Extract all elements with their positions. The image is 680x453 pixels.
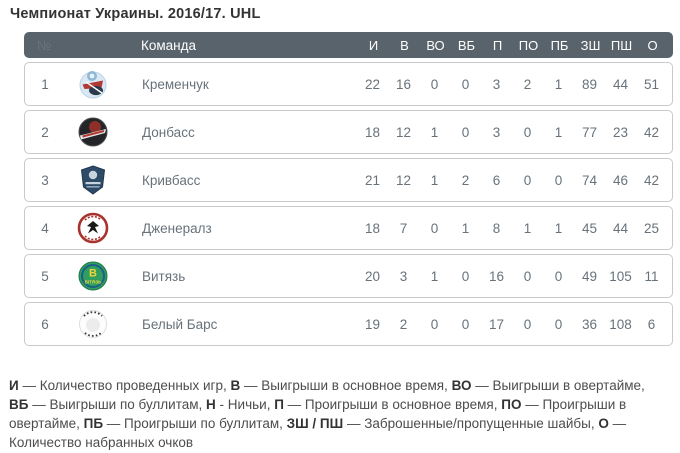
svg-text:ВІТЯЗЬ: ВІТЯЗЬ <box>84 279 102 285</box>
header-col-rank: № <box>36 37 52 53</box>
stat-value-И: 18 <box>364 124 381 140</box>
legend-abbr: И <box>9 378 19 393</box>
stat-value-ПО: 1 <box>523 220 532 236</box>
stat-value-В: 12 <box>395 124 412 140</box>
stat-value-ПО: 2 <box>523 76 532 92</box>
header-col-stat-7: ЗШ <box>580 37 601 53</box>
legend-abbr: ПО <box>501 397 522 412</box>
legend-abbr: ЗШ / ПШ <box>286 416 344 431</box>
stat-value-ПБ: 0 <box>554 268 563 284</box>
page-title: Чемпионат Украины. 2016/17. UHL <box>10 6 261 22</box>
stat-value-ПБ: 0 <box>554 316 563 332</box>
stat-value-В: 7 <box>399 220 408 236</box>
stat-value-ПБ: 1 <box>554 220 563 236</box>
legend-text: — Выигрыши в основное время, <box>240 378 452 393</box>
legend-text: - Ничьи, <box>215 397 275 412</box>
stat-value-И: 20 <box>364 268 381 284</box>
stat-value-ПБ: 1 <box>554 76 563 92</box>
team-name: Донбасс <box>142 124 195 140</box>
table-row[interactable] <box>24 206 673 250</box>
standings-table <box>24 32 673 346</box>
stat-value-П: 17 <box>488 316 505 332</box>
header-col-team: Команда <box>141 37 197 53</box>
team-logo-icon <box>65 115 121 149</box>
legend-text: — Проигрыши по буллитам, <box>103 416 287 431</box>
stat-value-ВБ: 0 <box>461 316 470 332</box>
stat-value-И: 18 <box>364 220 381 236</box>
header-col-stat-0: И <box>368 37 379 53</box>
legend-abbr: ВО <box>451 378 472 393</box>
legend-text: — Проигрыши в основное время, <box>283 397 502 412</box>
stat-value-И: 22 <box>364 76 381 92</box>
team-name: Дженералз <box>142 220 212 236</box>
stat-value-О: 11 <box>644 268 659 284</box>
row-rank: 3 <box>41 172 49 188</box>
stat-value-ВО: 0 <box>430 316 439 332</box>
table-row[interactable] <box>24 62 673 106</box>
stat-value-ПО: 0 <box>523 316 532 332</box>
stat-value-ПШ: 23 <box>612 124 629 140</box>
stat-value-ЗШ: 49 <box>581 268 598 284</box>
header-col-stat-2: ВО <box>426 37 445 53</box>
legend-text: — Проигрыши в овертайме, <box>9 397 627 431</box>
stat-value-В: 3 <box>399 268 408 284</box>
legend-abbr: В <box>230 378 241 393</box>
stat-value-П: 3 <box>492 76 501 92</box>
team-name: Белый Барс <box>142 316 218 332</box>
stat-value-О: 42 <box>643 124 660 140</box>
legend-text: — Выигрыши в овертайме, <box>471 378 645 393</box>
stat-value-ВО: 0 <box>430 220 439 236</box>
stat-value-ПБ: 1 <box>554 124 563 140</box>
stat-value-П: 8 <box>492 220 501 236</box>
legend-text: — Заброшенные/пропущенные шайбы, <box>343 416 599 431</box>
team-logo-icon <box>65 163 121 197</box>
legend-abbr: О <box>598 416 609 431</box>
team-logo-icon <box>65 67 121 101</box>
table-row[interactable] <box>24 110 673 154</box>
stat-value-ВБ: 0 <box>461 268 470 284</box>
team-logo-icon <box>65 307 121 341</box>
stat-value-ВО: 0 <box>430 76 439 92</box>
legend-text: — Количество проведенных игр, <box>18 378 231 393</box>
row-rank: 4 <box>41 220 49 236</box>
stat-value-И: 19 <box>364 316 381 332</box>
stat-value-О: 51 <box>643 76 660 92</box>
legend-text: — Выигрыши по буллитам, <box>28 397 207 412</box>
legend-abbr: Н <box>206 397 216 412</box>
stat-value-О: 42 <box>643 172 660 188</box>
stat-value-ВО: 1 <box>430 124 439 140</box>
table-header-row <box>24 32 673 58</box>
stat-value-ВБ: 2 <box>461 172 470 188</box>
team-name: Витязь <box>142 268 186 284</box>
row-rank: 2 <box>41 124 49 140</box>
legend-abbr: ВБ <box>9 397 29 412</box>
stat-value-ВБ: 0 <box>461 76 470 92</box>
legend-text: — Количество набранных очков <box>9 416 627 450</box>
row-rank: 5 <box>41 268 49 284</box>
stat-value-ЗШ: 74 <box>581 172 598 188</box>
stat-value-П: 3 <box>492 124 501 140</box>
row-rank: 1 <box>41 76 49 92</box>
row-rank: 6 <box>41 316 49 332</box>
stat-value-В: 16 <box>395 76 412 92</box>
header-col-stat-6: ПБ <box>550 37 569 53</box>
stat-value-И: 21 <box>364 172 381 188</box>
stat-value-О: 6 <box>647 316 656 332</box>
table-row[interactable] <box>24 302 673 346</box>
stat-value-ВО: 1 <box>430 172 439 188</box>
stat-value-ПШ: 108 <box>609 316 632 332</box>
team-logo-icon <box>65 259 121 293</box>
stat-value-В: 12 <box>395 172 412 188</box>
header-col-stat-1: В <box>400 37 409 53</box>
header-col-stat-9: О <box>647 37 658 53</box>
stat-value-ПШ: 46 <box>612 172 629 188</box>
stat-value-О: 25 <box>643 220 660 236</box>
stat-value-ПШ: 105 <box>609 268 632 284</box>
stat-value-ВБ: 1 <box>461 220 470 236</box>
stat-value-ЗШ: 36 <box>581 316 598 332</box>
table-row[interactable] <box>24 158 673 202</box>
legend-abbr: П <box>274 397 284 412</box>
stat-value-ВО: 1 <box>430 268 439 284</box>
header-col-stat-8: ПШ <box>610 37 633 53</box>
stat-value-ПШ: 44 <box>612 220 629 236</box>
header-col-stat-4: П <box>492 37 503 53</box>
legend-abbr: ПБ <box>83 416 104 431</box>
stat-value-ВБ: 0 <box>461 124 470 140</box>
team-logo-icon <box>65 211 121 245</box>
stat-value-ПБ: 0 <box>554 172 563 188</box>
table-row[interactable] <box>24 254 673 298</box>
stat-value-ПО: 0 <box>523 124 532 140</box>
svg-text:В: В <box>89 267 97 280</box>
stat-value-П: 16 <box>488 268 505 284</box>
team-name: Кременчук <box>142 76 209 92</box>
stat-value-В: 2 <box>399 316 408 332</box>
stat-value-ЗШ: 45 <box>581 220 598 236</box>
legend <box>9 376 664 452</box>
header-col-stat-5: ПО <box>518 37 539 53</box>
stat-value-ЗШ: 89 <box>581 76 598 92</box>
team-name: Кривбасс <box>142 172 201 188</box>
stat-value-П: 6 <box>492 172 501 188</box>
header-col-stat-3: ВБ <box>457 37 476 53</box>
stat-value-ПО: 0 <box>523 172 532 188</box>
stat-value-ЗШ: 77 <box>581 124 598 140</box>
stat-value-ПО: 0 <box>523 268 532 284</box>
stat-value-ПШ: 44 <box>612 76 629 92</box>
